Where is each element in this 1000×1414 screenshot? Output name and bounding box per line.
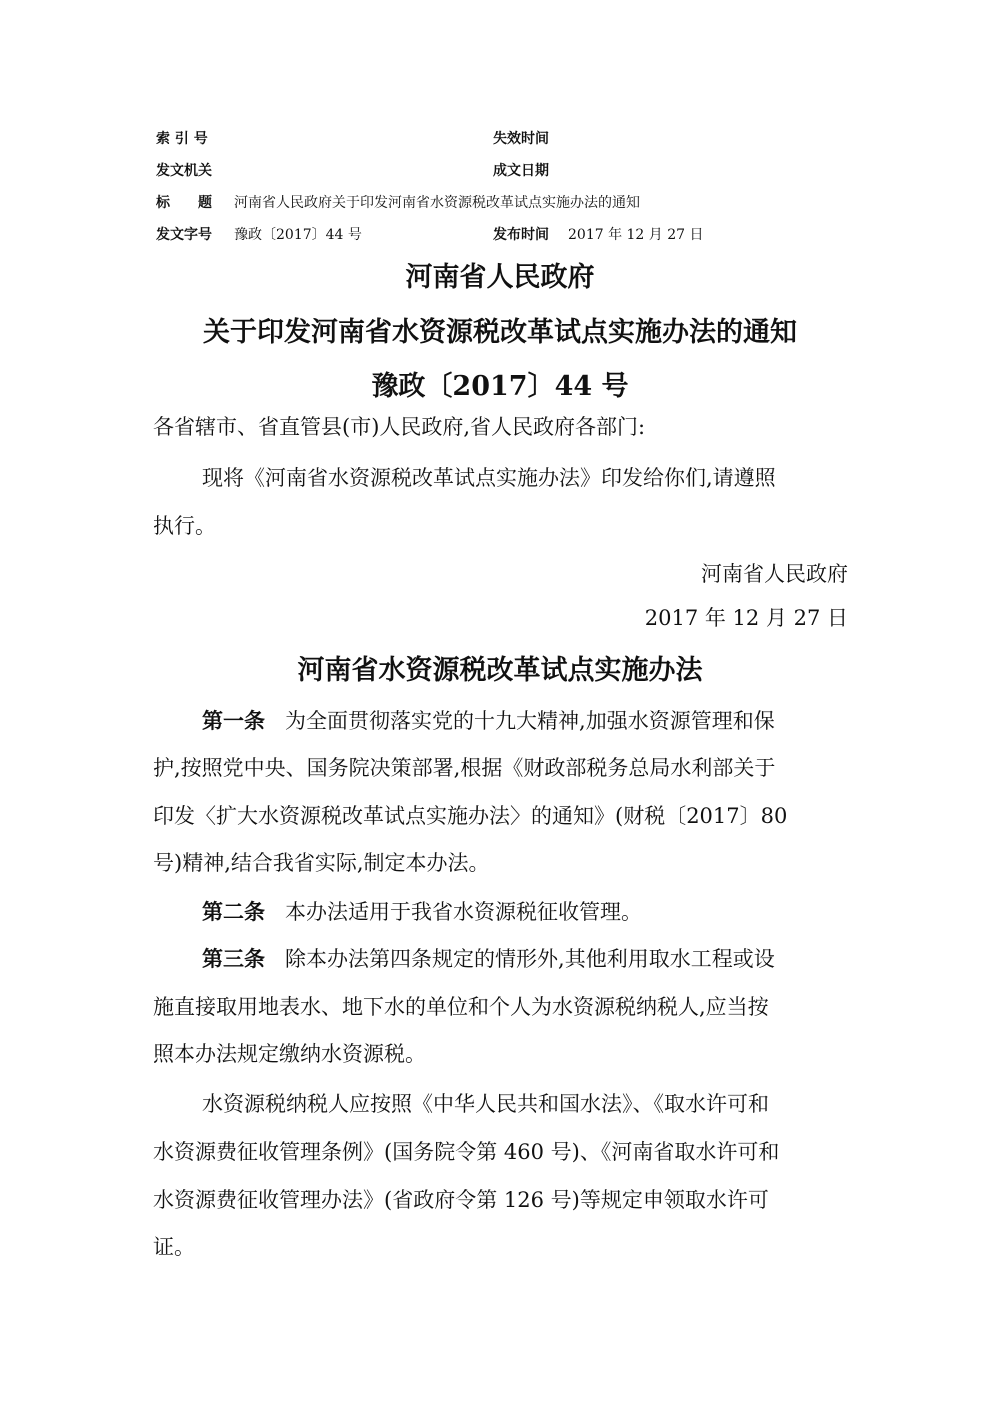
- article-1-line-4: 号)精神,结合我省实际,制定本办法。: [153, 851, 490, 875]
- article-3-line-1: [202, 945, 899, 973]
- article-2-label: 第二条: [202, 899, 265, 924]
- article-3-text: 除本办法第四条规定的情形外,其他利用取水工程或设: [285, 947, 775, 971]
- doc-number: 豫政〔2017〕44 号: [371, 371, 629, 402]
- docno-label: 发文字号: [156, 227, 212, 243]
- paragraph-line-1: 水资源税纳税人应按照《中华人民共和国水法》、《取水许可和: [202, 1092, 769, 1116]
- paragraph-line-2: 水资源费征收管理条例》(国务院令第 460 号)、《河南省取水许可和: [153, 1140, 780, 1164]
- body-line-1: 现将《河南省水资源税改革试点实施办法》印发给你们,请遵照: [202, 466, 776, 490]
- issuer-label: 发文机关: [156, 163, 212, 179]
- doc-title-line2: 关于印发河南省水资源税改革试点实施办法的通知: [203, 317, 797, 348]
- article-1-line-3: 印发〈扩大水资源税改革试点实施办法〉的通知》(财税〔2017〕80: [153, 804, 788, 828]
- attachment-title: 河南省水资源税改革试点实施办法: [297, 655, 703, 686]
- article-3-line-3: 照本办法规定缴纳水资源税。: [153, 1042, 426, 1066]
- article-1-text: 为全面贯彻落实党的十九大精神,加强水资源管理和保: [285, 709, 775, 733]
- article-2-text: 本办法适用于我省水资源税征收管理。: [285, 900, 643, 924]
- title-value: 河南省人民政府关于印发河南省水资源税改革试点实施办法的通知: [234, 195, 640, 211]
- article-1-label: 第一条: [202, 708, 265, 733]
- docno-value: 豫政〔2017〕44 号: [234, 227, 362, 243]
- paragraph-line-3: 水资源费征收管理办法》(省政府令第 126 号)等规定申领取水许可: [153, 1188, 769, 1212]
- title-label: 标 题: [156, 195, 212, 211]
- sign-date: 2017 年 12 月 27 日: [644, 606, 848, 630]
- paragraph-line-4: 证。: [153, 1235, 195, 1259]
- addressee: 各省辖市、省直管县(市)人民政府,省人民政府各部门:: [153, 415, 646, 439]
- date-label: 成文日期: [493, 163, 549, 179]
- article-3-label: 第三条: [202, 946, 265, 971]
- index-label: 索 引 号: [156, 131, 208, 147]
- article-3-line-2: 施直接取用地表水、地下水的单位和个人为水资源税纳税人,应当按: [153, 995, 769, 1019]
- article-2-line-1: [202, 898, 899, 926]
- article-1-line-2: 护,按照党中央、国务院决策部署,根据《财政部税务总局水利部关于: [153, 756, 776, 780]
- signer: 河南省人民政府: [701, 562, 848, 586]
- publish-value: 2017 年 12 月 27 日: [568, 227, 704, 243]
- doc-title-line1: 河南省人民政府: [405, 262, 595, 293]
- publish-label: 发布时间: [493, 227, 549, 243]
- expire-label: 失效时间: [493, 131, 549, 147]
- article-1-line-1: [202, 707, 899, 735]
- body-line-2: 执行。: [153, 514, 216, 538]
